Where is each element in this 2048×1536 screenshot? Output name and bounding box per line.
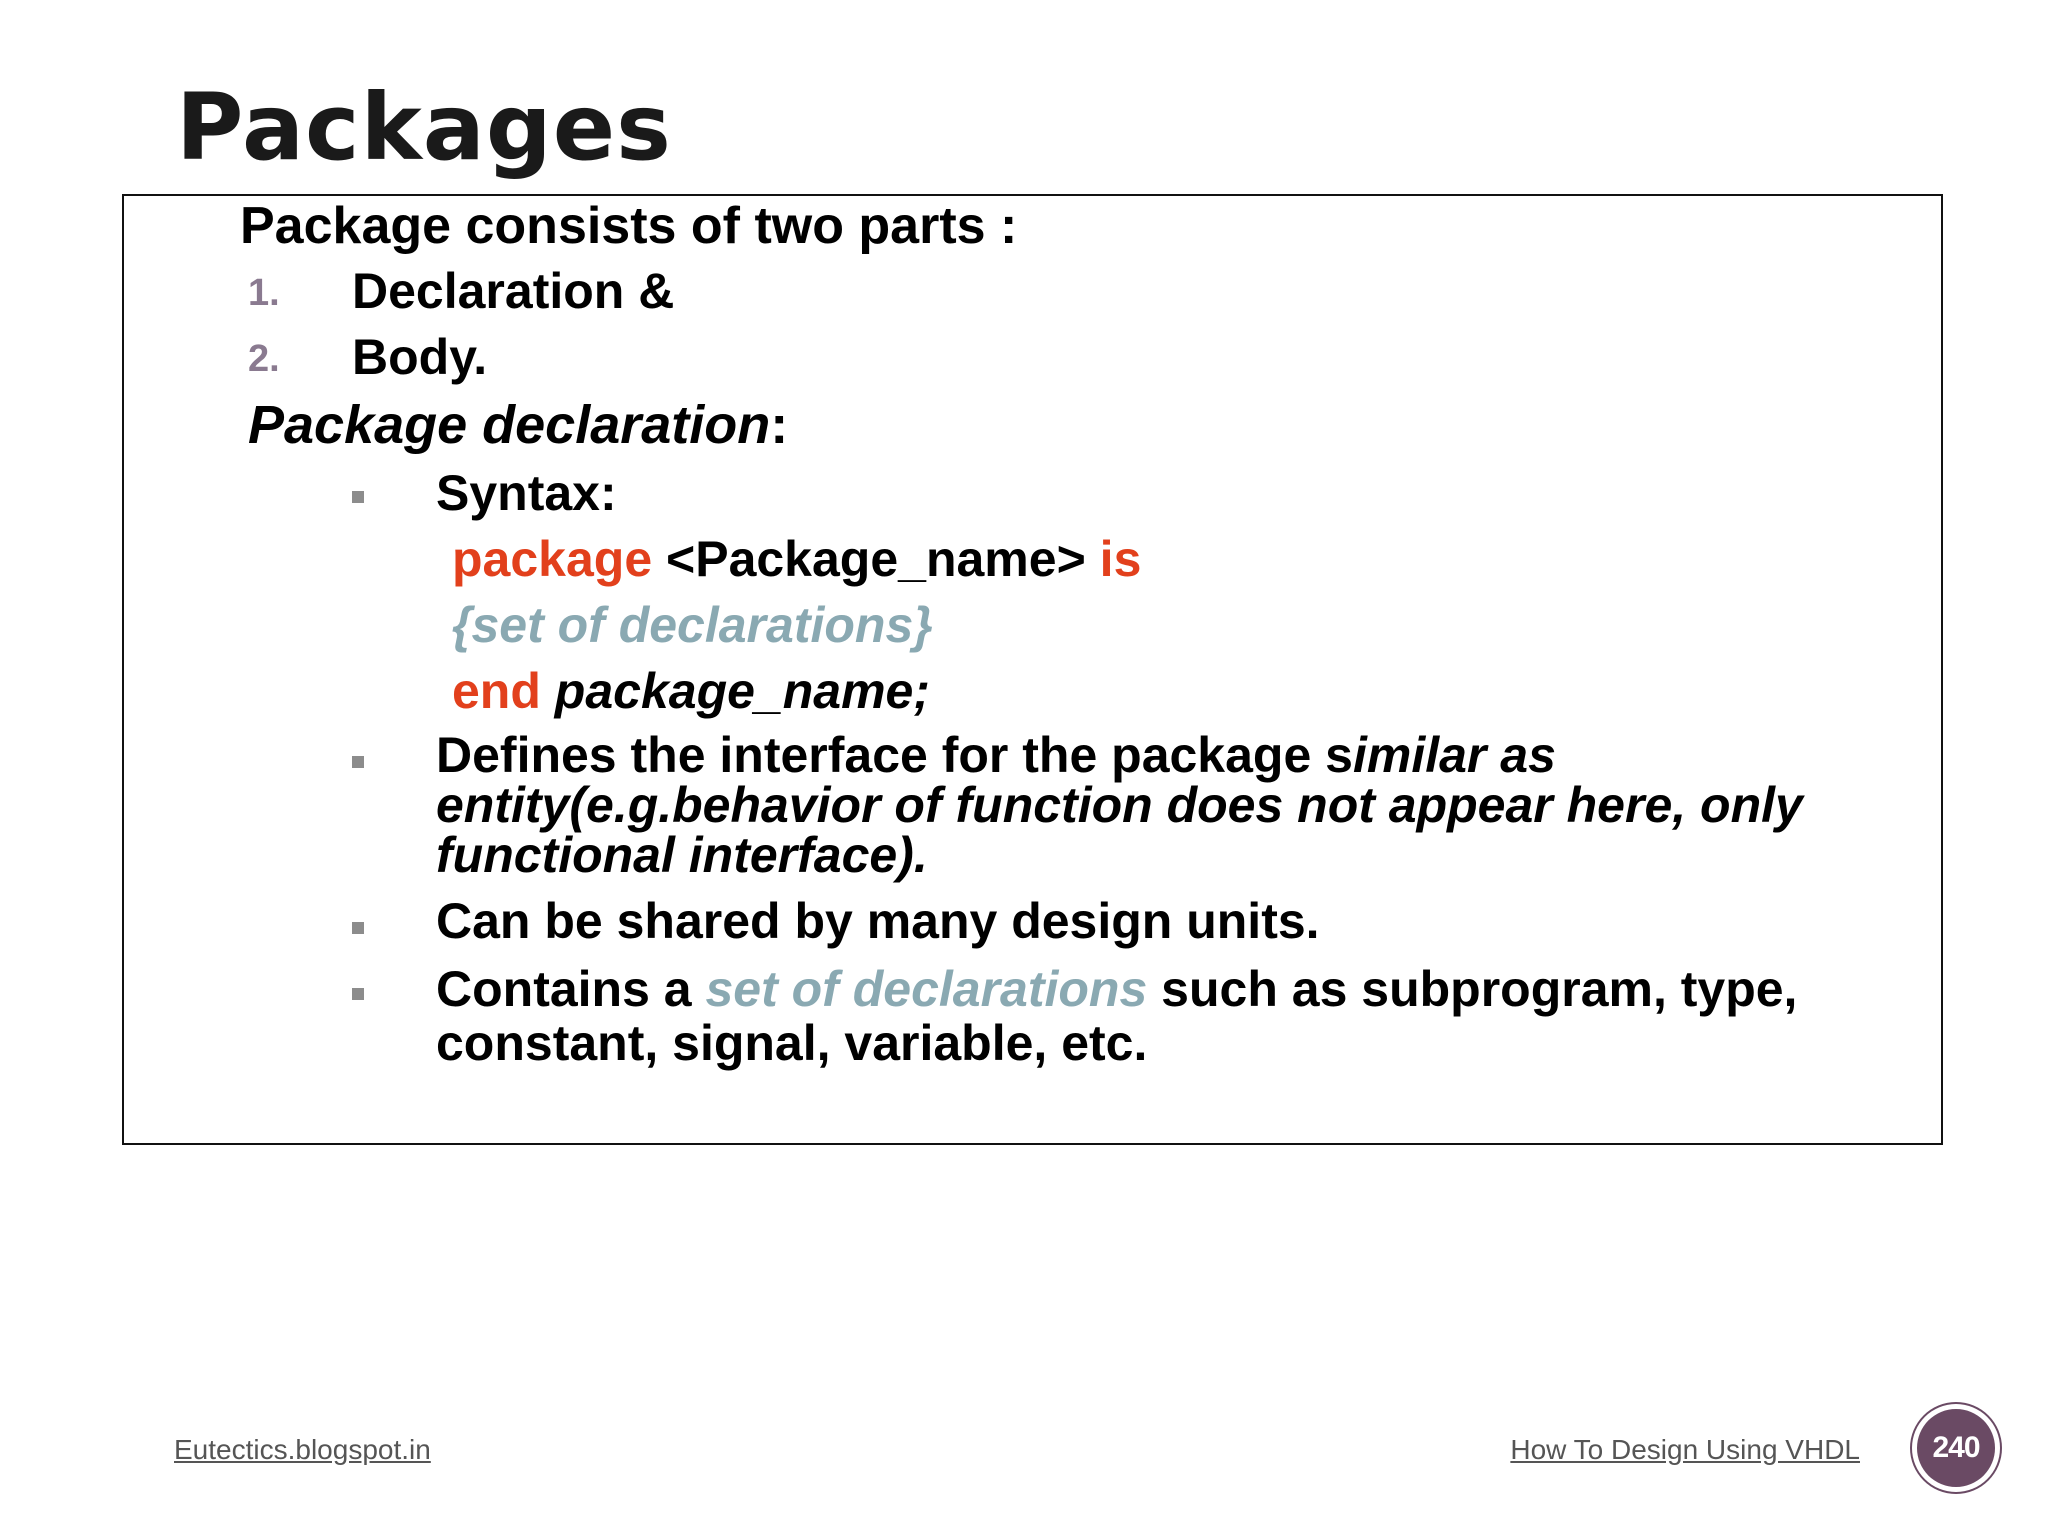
list-number-1: 1. <box>248 272 280 314</box>
syntax-label: Syntax: <box>436 465 617 521</box>
bullet-interface-italic: imilar as entity(e.g.behavior of function does not appear here, only functional interface). <box>436 727 1803 883</box>
package-name-end: package_name; <box>540 663 930 719</box>
bullet-shared: Can be shared by many design units. <box>436 893 1320 949</box>
declaration-colon: : <box>770 395 789 455</box>
bullet-square-icon <box>352 922 364 934</box>
keyword-package: package <box>452 531 653 587</box>
code-line-2: {set of declarations} <box>452 597 933 653</box>
footer-link-blog[interactable]: Eutectics.blogspot.in <box>174 1434 431 1465</box>
slide-title: Packages <box>176 74 672 181</box>
keyword-end: end <box>452 663 541 719</box>
list-item-body: Body. <box>352 329 488 385</box>
footer-link-course[interactable]: How To Design Using VHDL <box>1510 1434 1860 1465</box>
keyword-is: is <box>1099 531 1142 587</box>
bullet-contains-pre: Contains a <box>436 961 706 1017</box>
bullet-square-icon <box>352 491 364 503</box>
list-item-declaration: Declaration & <box>352 263 675 319</box>
bullet-contains-soft: set of declarations <box>705 961 1148 1017</box>
page-number-badge: 240 <box>1912 1404 2000 1492</box>
bullet-interface <box>436 727 1896 883</box>
declaration-heading <box>248 394 788 456</box>
bullet-square-icon <box>352 988 364 1000</box>
package-name-placeholder: <Package_name> <box>652 531 1100 587</box>
content-box <box>122 194 1943 1145</box>
bullet-contains <box>436 962 1896 1070</box>
bullet-contains-post: such as subprogram, type, constant, signal, variable, etc. <box>436 961 1798 1071</box>
bullet-square-icon <box>352 756 364 768</box>
code-line-3 <box>452 662 930 720</box>
list-number-2: 2. <box>248 338 280 380</box>
declaration-heading-text: Package declaration <box>248 395 771 455</box>
bullet-interface-normal: Defines the interface for the package s <box>436 727 1353 783</box>
code-line-1 <box>452 530 1141 588</box>
intro-text: Package consists of two parts : <box>240 197 1018 255</box>
